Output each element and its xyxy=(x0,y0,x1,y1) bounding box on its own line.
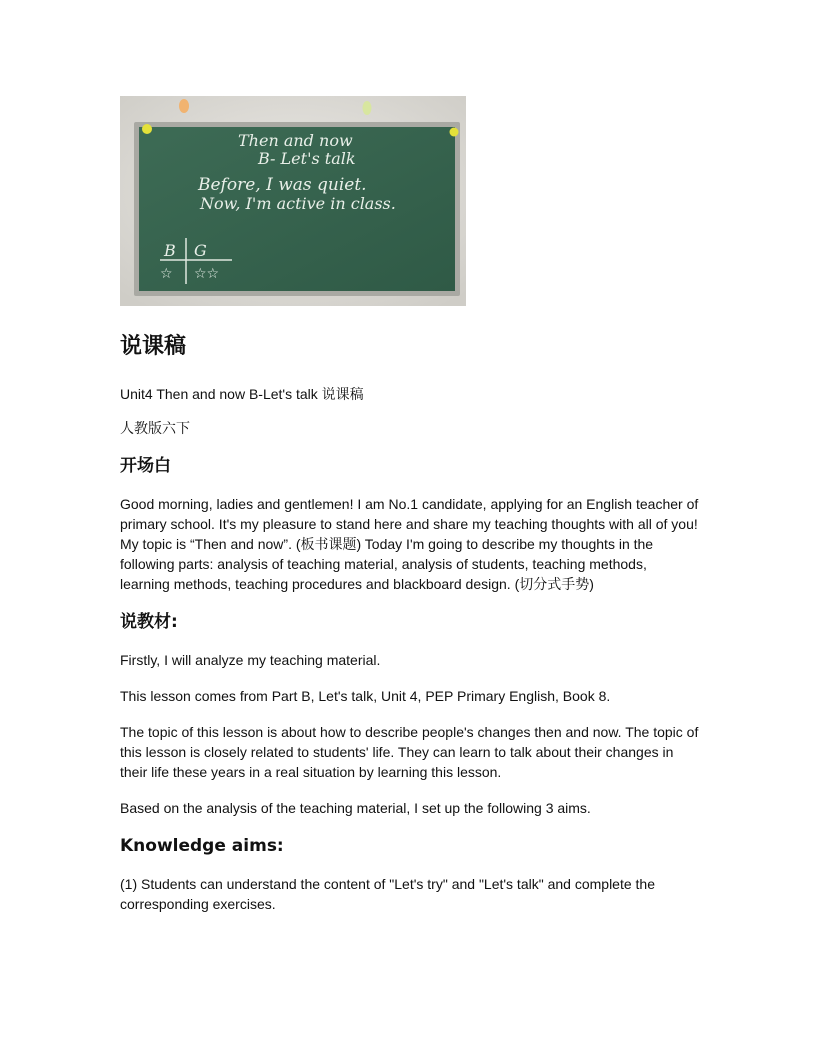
material-paragraph: This lesson comes from Part B, Let's talk, Unit 4, PEP Primary English, Book 8. xyxy=(120,688,611,704)
score-header-girls: G xyxy=(194,241,207,260)
material-paragraph: The topic of this lesson is about how to describe people's changes then and now. The topic of this lesson is closely related to students' life. They can learn to talk about their changes in their life these years in a real situation by learning this lesson. xyxy=(120,724,699,780)
edition-label: 人教版六下 xyxy=(120,420,190,436)
pin-icon xyxy=(142,124,152,134)
knowledge-aim-item: (1) Students can understand the content of "Let's try" and "Let's talk" and complete the corresponding exercises. xyxy=(120,876,655,912)
board-line: Then and now xyxy=(238,131,353,150)
section-heading-knowledge-aims: Knowledge aims: xyxy=(120,836,284,856)
section-heading-material: 说教材: xyxy=(120,612,178,632)
score-header-boys: B xyxy=(164,241,176,260)
pin-icon xyxy=(450,128,459,137)
section-heading-opening: 开场白 xyxy=(120,456,171,476)
board-line: Now, I'm active in class. xyxy=(200,194,396,213)
score-star-icon: ☆☆ xyxy=(194,266,220,282)
document-subtitle: Unit4 Then and now B-Let's talk 说课稿 xyxy=(120,386,364,402)
material-paragraph: Firstly, I will analyze my teaching material. xyxy=(120,652,381,668)
blackboard-photo xyxy=(120,96,466,306)
board-line: B- Let's talk xyxy=(258,149,356,168)
document-body xyxy=(120,332,700,930)
material-paragraph: Based on the analysis of the teaching material, I set up the following 3 aims. xyxy=(120,800,591,816)
page-title: 说课稿 xyxy=(120,334,187,359)
opening-paragraph: Good morning, ladies and gentlemen! I am No.1 candidate, applying for an English teacher of primary school. It's my pleasure to stand here and share my teaching thoughts with all of you! My topic is “Then and now”. (板书课题) Today I'm going to describe my thoughts in the following parts: analysis of teaching material, analysis of students, teaching methods, learning methods, teaching procedures and blackboard design. (切分式手势) xyxy=(120,496,699,592)
magnet-icon xyxy=(179,99,189,113)
magnet-icon xyxy=(363,101,372,115)
board-line: Before, I was quiet. xyxy=(198,175,367,195)
score-star-icon: ☆ xyxy=(160,266,173,282)
